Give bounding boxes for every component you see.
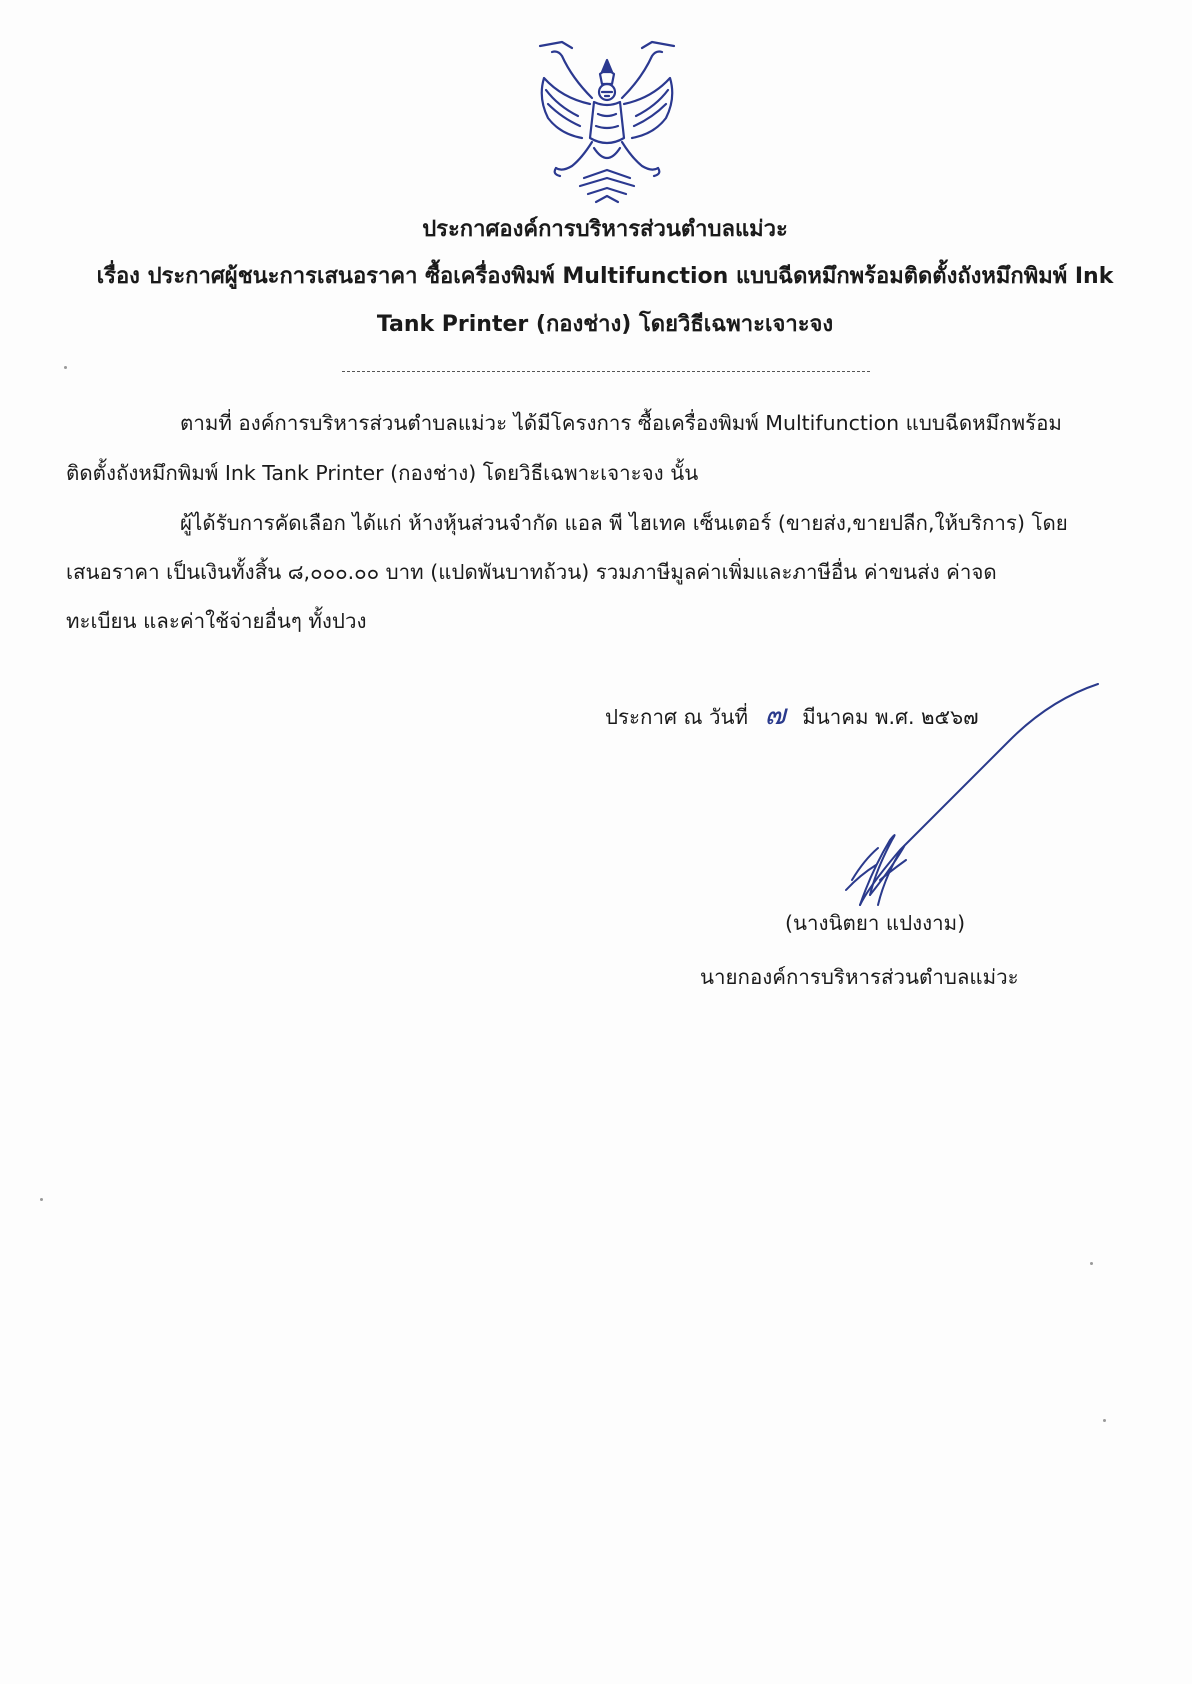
scan-speck: [64, 366, 67, 369]
date-day-handwritten: ๗: [764, 698, 786, 731]
scan-speck: [40, 1198, 43, 1201]
paragraph-2-line-2: เสนอราคา เป็นเงินทั้งสิ้น ๘,๐๐๐.๐๐ บาท (แปดพันบาทถ้วน) รวมภาษีมูลค่าเพิ่มและภาษีอื่น ค่าขนส่ง ค่าจด: [66, 560, 997, 584]
signer-title: นายกองค์การบริหารส่วนตำบลแม่วะ: [700, 965, 1019, 989]
scan-speck: [1103, 1419, 1106, 1422]
date-prefix: ประกาศ ณ วันที่: [605, 705, 749, 729]
subject-line-1: เรื่อง ประกาศผู้ชนะการเสนอราคา ซื้อเครื่องพิมพ์ Multifunction แบบฉีดหมึกพร้อมติดตั้งถังหมึกพิมพ์ Ink: [96, 264, 1114, 289]
scan-speck: [1090, 1262, 1093, 1265]
garuda-emblem-icon: [532, 38, 682, 213]
divider: [342, 371, 870, 372]
subject-line-2: Tank Printer (กองช่าง) โดยวิธีเฉพาะเจาะจง: [376, 312, 834, 337]
signer-name: (นางนิตยา แปงงาม): [785, 911, 966, 935]
date-suffix: มีนาคม พ.ศ. ๒๕๖๗: [802, 705, 979, 729]
paragraph-2-line-1: ผู้ได้รับการคัดเลือก ได้แก่ ห้างหุ้นส่วนจำกัด แอล พี ไฮเทค เซ็นเตอร์ (ขายส่ง,ขายปลีก,ให้บริการ) โดย: [180, 511, 1068, 535]
paragraph-1-line-2: ติดตั้งถังหมึกพิมพ์ Ink Tank Printer (กองช่าง) โดยวิธีเฉพาะเจาะจง นั้น: [66, 461, 699, 485]
paragraph-2-line-3: ทะเบียน และค่าใช้จ่ายอื่นๆ ทั้งปวง: [66, 609, 367, 633]
paragraph-1-line-1: ตามที่ องค์การบริหารส่วนตำบลแม่วะ ได้มีโครงการ ซื้อเครื่องพิมพ์ Multifunction แบบฉีดหมึกพร้อม: [180, 411, 1062, 435]
handwritten-signature: [780, 680, 1110, 920]
announcement-heading: ประกาศองค์การบริหารส่วนตำบลแม่วะ: [422, 217, 788, 242]
